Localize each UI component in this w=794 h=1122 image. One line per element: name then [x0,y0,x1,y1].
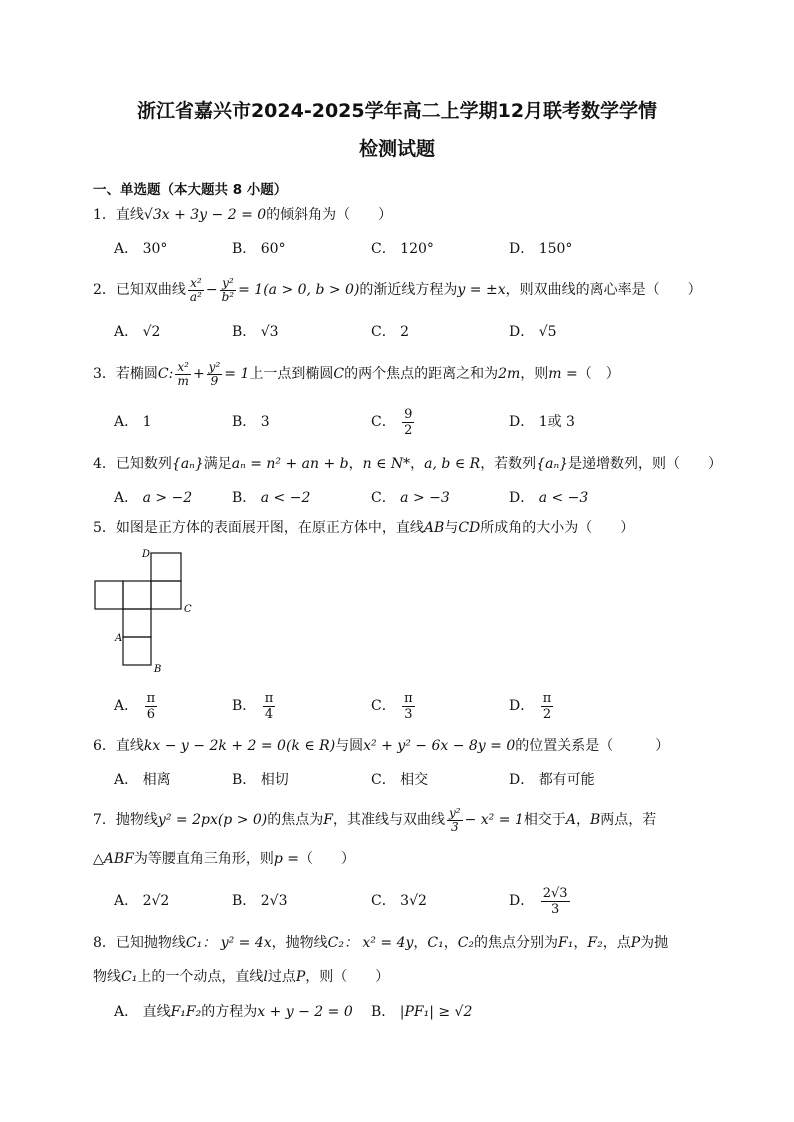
net-face-2 [123,581,151,609]
option-a: A． √2 [114,324,161,340]
question-text: 直线 [115,207,144,223]
option-c: C． a > −3 [371,490,450,506]
net-face-5 [123,637,151,665]
option-d: D． 150° [509,241,573,257]
point-label-c: C [184,604,192,615]
option-d: D． a < −3 [509,490,589,506]
net-face-3 [151,581,181,609]
fraction: $\frac{\pi}{3}$ [404,690,413,722]
fraction: $\frac{\pi}{4}$ [264,690,274,722]
fraction: $\frac{9}{2}$ [404,406,413,438]
option-c: C． $\frac{\pi}{3}$ [371,690,413,722]
question-8: 8．已知抛物线C₁： y² = 4x，抛物线C₂： x² = 4y，C₁，C₂的焦点分别为F₁，F₂，点P为抛 [93,935,669,951]
page-subtitle: 检测试题 [358,138,435,160]
option-b: B． $\frac{\pi}{4}$ [232,690,274,722]
option-c: C． 相交 [371,772,429,788]
net-face-top [151,553,181,581]
question-1 [93,205,392,225]
question-2: 2．已知双曲线 $\frac{\text{x²}}{\text{a²}}$ − $\frac{\text{y²}}{\text{b²}}$ = 1(a > 0, b > 0)的渐近线方程为y = ±x，则双曲线的离心率是（ ） [93,275,702,304]
option-a: A． 2√2 [114,893,170,909]
question-7-line-2: △ABF为等腰直角三角形，则p =（ ） [93,851,356,867]
question-7: 7．抛物线y² = 2px(p > 0)的焦点为F，其准线与双曲线 $\frac{\text{y²}}{3}$ − x² = 1相交于A，B两点，若 [93,805,657,834]
question-4: 4．已知数列{aₙ}满足aₙ = n² + an + b，n ∈ N*，a, b ∈ R，若数列{aₙ}是递增数列，则（ ） [93,456,723,472]
fraction: $\frac{\pi}{6}$ [146,690,156,722]
fraction: $\frac{\text{x²}}{\text{a²}}$ [189,275,202,304]
question-3: 3．若椭圆C: $\frac{\text{x²}}{m}$ + $\frac{\text{y²}}{9}$ = 1上一点到椭圆C的两个焦点的距离之和为2m，则m =（ ） [93,359,620,388]
option-b: B． 2√3 [232,893,288,909]
option-a: A． 直线F₁F₂的方程为x + y − 2 = 0 [114,1004,353,1020]
question-5: 5．如图是正方体的表面展开图，在原正方体中，直线AB与CD所成角的大小为（ ） [93,520,635,536]
option-d: D． $\frac{\pi}{2}$ [509,690,552,722]
option-a: A． $\frac{\pi}{6}$ [114,690,156,722]
fraction: $\frac{\pi}{2}$ [542,690,552,722]
option-a: A． 30° [114,241,168,257]
option-c: C． 3√2 [371,893,427,909]
option-d: D． 1或 3 [509,414,575,430]
point-label-a: A [115,633,123,644]
option-b: B． √3 [232,324,279,340]
option-a: A． 相离 [114,772,171,788]
option-d: D． $\frac{2√3}{3}$ [509,885,568,917]
option-a: A． 1 [114,414,152,430]
option-b: B． |PF₁| ≥ √2 [371,1004,473,1020]
option-c: C． 120° [371,241,434,257]
option-b: B． 60° [232,241,286,257]
option-a: A． a > −2 [114,490,193,506]
option-d: D． 都有可能 [509,772,595,788]
option-c: C． 2 [371,324,410,340]
fraction: $\frac{\text{y²}}{9}$ [208,359,221,388]
point-label-b: B [154,664,162,674]
fraction: $\frac{2√3}{3}$ [542,885,568,917]
question-number: 1． [93,207,116,223]
option-b: B． a < −2 [232,490,311,506]
net-face-1 [95,581,123,609]
math-expression: √3x + 3y − 2 = 0 [143,207,267,223]
question-6: 6．直线kx − y − 2k + 2 = 0(k ∈ R)与圆x² + y² − 6x − 8y = 0的位置关系是（ ） [93,738,670,754]
question-text: 的倾斜角为（ ） [266,207,393,223]
fraction: $\frac{\text{y²}}{\text{b²}}$ [221,275,235,304]
point-label-d: D [142,549,151,560]
option-c: C． $\frac{9}{2}$ [371,406,413,438]
option-d: D． √5 [509,324,557,340]
page-title: 浙江省嘉兴市2024-2025学年高二上学期12月联考数学学情 [136,100,658,122]
net-face-4 [123,609,151,637]
question-8-line-2: 物线C₁上的一个动点，直线l过点P，则（ ） [93,969,390,985]
section-heading: 一、单选题（本大题共 8 小题） [93,182,288,198]
option-b: B． 3 [232,414,270,430]
option-b: B． 相切 [232,772,289,788]
fraction: $\frac{\text{x²}}{m}$ [177,359,189,388]
fraction: $\frac{\text{y²}}{3}$ [448,805,461,834]
cube-net-figure [88,546,198,674]
